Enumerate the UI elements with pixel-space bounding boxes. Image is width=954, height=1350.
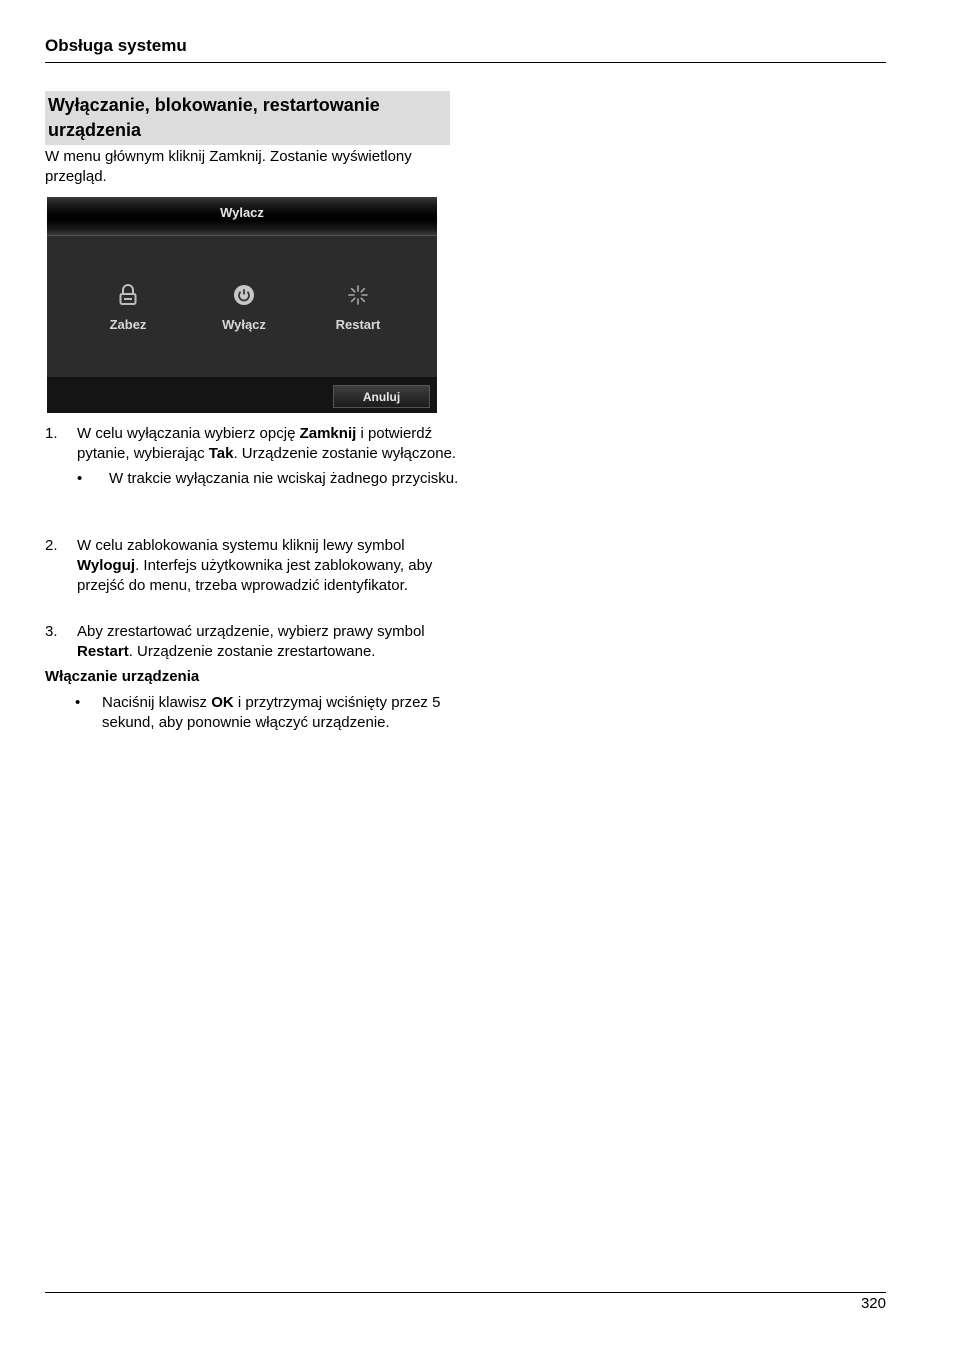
- dialog-option-lock[interactable]: [73, 283, 183, 332]
- dialog-title: Wylacz: [220, 205, 264, 220]
- step-text: W celu wyłączania wybierz opcję Zamknij i potwierdź pytanie, wybierając Tak. Urządzenie zostanie wyłączone.: [77, 425, 457, 462]
- footer-divider: [45, 1292, 886, 1293]
- step-number: 2.: [45, 537, 58, 554]
- page-header-title: Obsługa systemu: [45, 36, 187, 55]
- steps-list-3: [45, 622, 460, 662]
- header-divider: [45, 62, 886, 63]
- list-item: [45, 424, 460, 489]
- step-text: W celu zablokowania systemu kliknij lewy symbol Wyloguj. Interfejs użytkownika jest zablokowany, aby przejść do menu, trzeba wprowadzić identyfikator.: [77, 537, 433, 594]
- page-number: 320: [860, 1295, 886, 1312]
- step-sub-item: [45, 469, 460, 489]
- dialog-option-restart[interactable]: [303, 283, 413, 332]
- shutdown-dialog-screenshot: [47, 197, 437, 413]
- list-item: [45, 622, 460, 662]
- dialog-option-power-off[interactable]: [189, 283, 299, 332]
- steps-list: [45, 424, 460, 489]
- cancel-button[interactable]: Anuluj: [333, 385, 430, 408]
- restart-spinner-icon: [303, 283, 413, 307]
- bullet: •: [77, 470, 83, 487]
- dialog-option-label: Restart: [335, 317, 381, 332]
- step-number: 3.: [45, 623, 58, 640]
- bullet: •: [75, 694, 81, 711]
- steps-list-2: [45, 536, 460, 596]
- step-sub-text: W trakcie wyłączania nie wciskaj żadnego przycisku.: [109, 470, 459, 487]
- dialog-footer: [47, 377, 437, 413]
- dialog-option-label: Wyłącz: [222, 317, 266, 332]
- dialog-titlebar: [47, 197, 437, 236]
- power-on-heading: Włączanie urządzenia: [45, 668, 200, 685]
- intro-paragraph: W menu głównym kliknij Zamknij. Zostanie wyświetlony przegląd.: [45, 148, 412, 185]
- power-on-item: [45, 693, 460, 733]
- step-text: Aby zrestartować urządzenie, wybierz prawy symbol Restart. Urządzenie zostanie zrestartowane.: [77, 623, 425, 660]
- list-item: [45, 536, 460, 596]
- power-icon: [189, 283, 299, 307]
- dialog-option-label: Zabez: [109, 317, 147, 332]
- lock-icon: [73, 283, 183, 307]
- step-number: 1.: [45, 425, 58, 442]
- section-heading: Wyłączanie, blokowanie, restartowanie urządzenia: [45, 91, 450, 145]
- power-on-text: Naciśnij klawisz OK i przytrzymaj wciśnięty przez 5 sekund, aby ponownie włączyć urządzenie.: [102, 694, 441, 731]
